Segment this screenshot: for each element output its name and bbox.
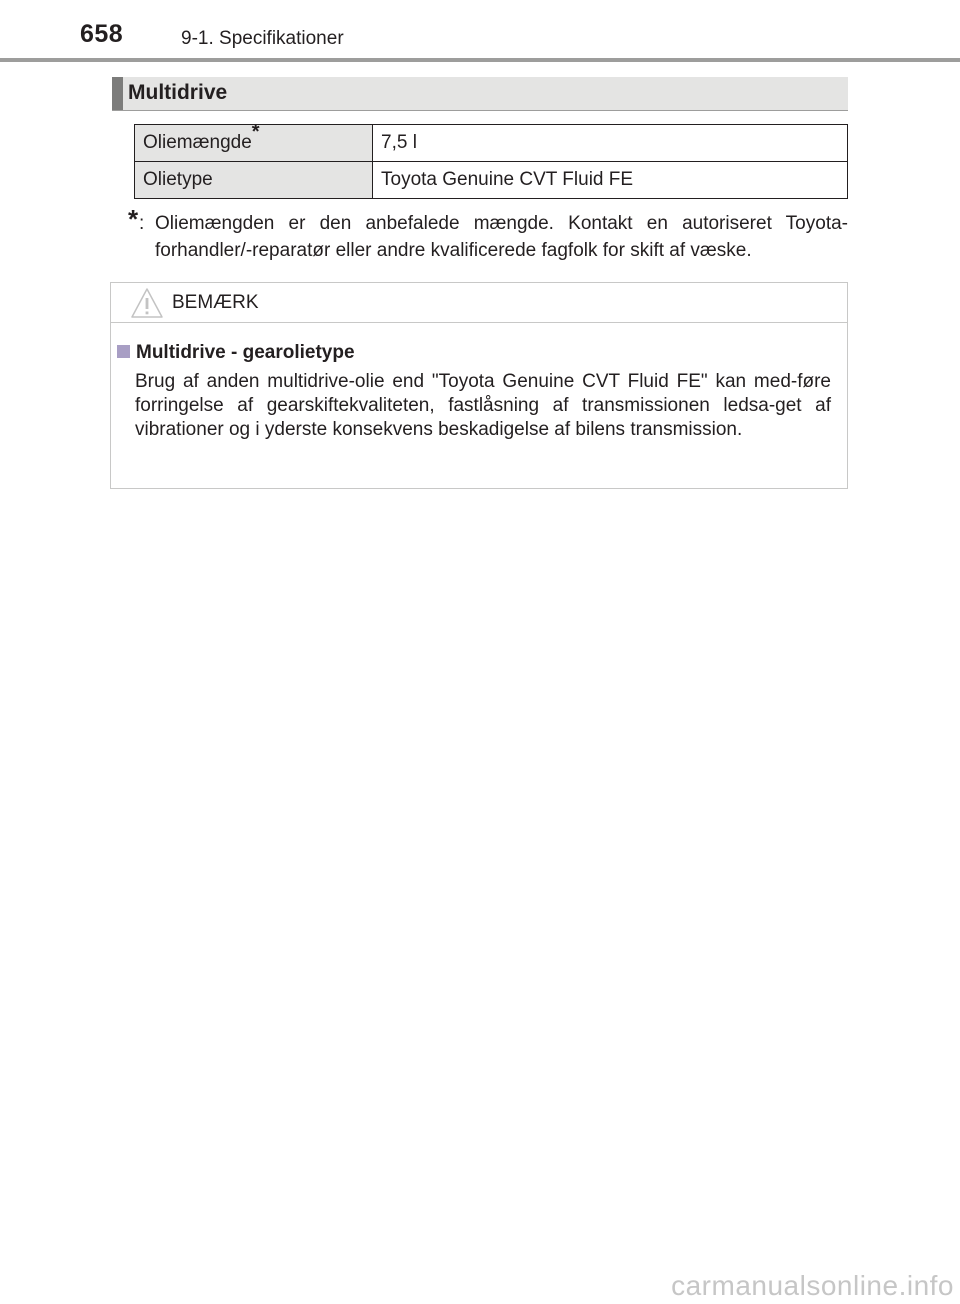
notice-body: Brug af anden multidrive-olie end "Toyota Genuine CVT Fluid FE" kan med-føre forringelse af gearskiftekvaliteten, fastlåsning af transmissionen ledsa-get af vibrationer og i yderste konsekvens beskadigelse af bilens transmission. <box>135 371 831 440</box>
footnote-colon: : <box>139 213 145 234</box>
footnote-text: Oliemængden er den anbefalede mængde. Kontakt en autoriseret Toyota-forhandler/-reparatør eller andre kvalificerede fagfolk for skift af væske. <box>155 213 848 261</box>
spec-key-label: Oliemængde <box>143 132 252 153</box>
page-header <box>0 0 960 62</box>
chapter-title: 9-1. Specifikationer <box>181 28 344 49</box>
table-row <box>135 162 848 199</box>
section-heading <box>112 77 848 111</box>
notice-subheading-text: Multidrive - gearolietype <box>136 342 355 363</box>
notice-subheading <box>117 342 355 364</box>
notice-label: BEMÆRK <box>172 292 259 313</box>
spec-value: Toyota Genuine CVT Fluid FE <box>373 162 848 199</box>
spec-key <box>135 162 373 199</box>
footnote-asterisk: * <box>128 204 139 234</box>
spec-value: 7,5 l <box>373 125 848 162</box>
table-row <box>135 125 848 162</box>
page-number: 658 <box>80 20 124 48</box>
spec-key-label: Olietype <box>143 169 213 190</box>
spec-key <box>135 120 373 162</box>
footnote-marker: * <box>251 120 260 143</box>
square-bullet-icon <box>117 345 130 358</box>
header-rule <box>0 58 960 62</box>
section-title: Multidrive <box>128 81 228 104</box>
notice-box <box>110 282 848 489</box>
footnote <box>126 204 848 264</box>
warning-triangle-icon <box>129 286 165 320</box>
watermark: carmanualsonline.info <box>671 1270 954 1301</box>
section-heading-bar <box>112 77 123 110</box>
spec-table <box>134 120 848 199</box>
notice-header <box>111 283 847 323</box>
